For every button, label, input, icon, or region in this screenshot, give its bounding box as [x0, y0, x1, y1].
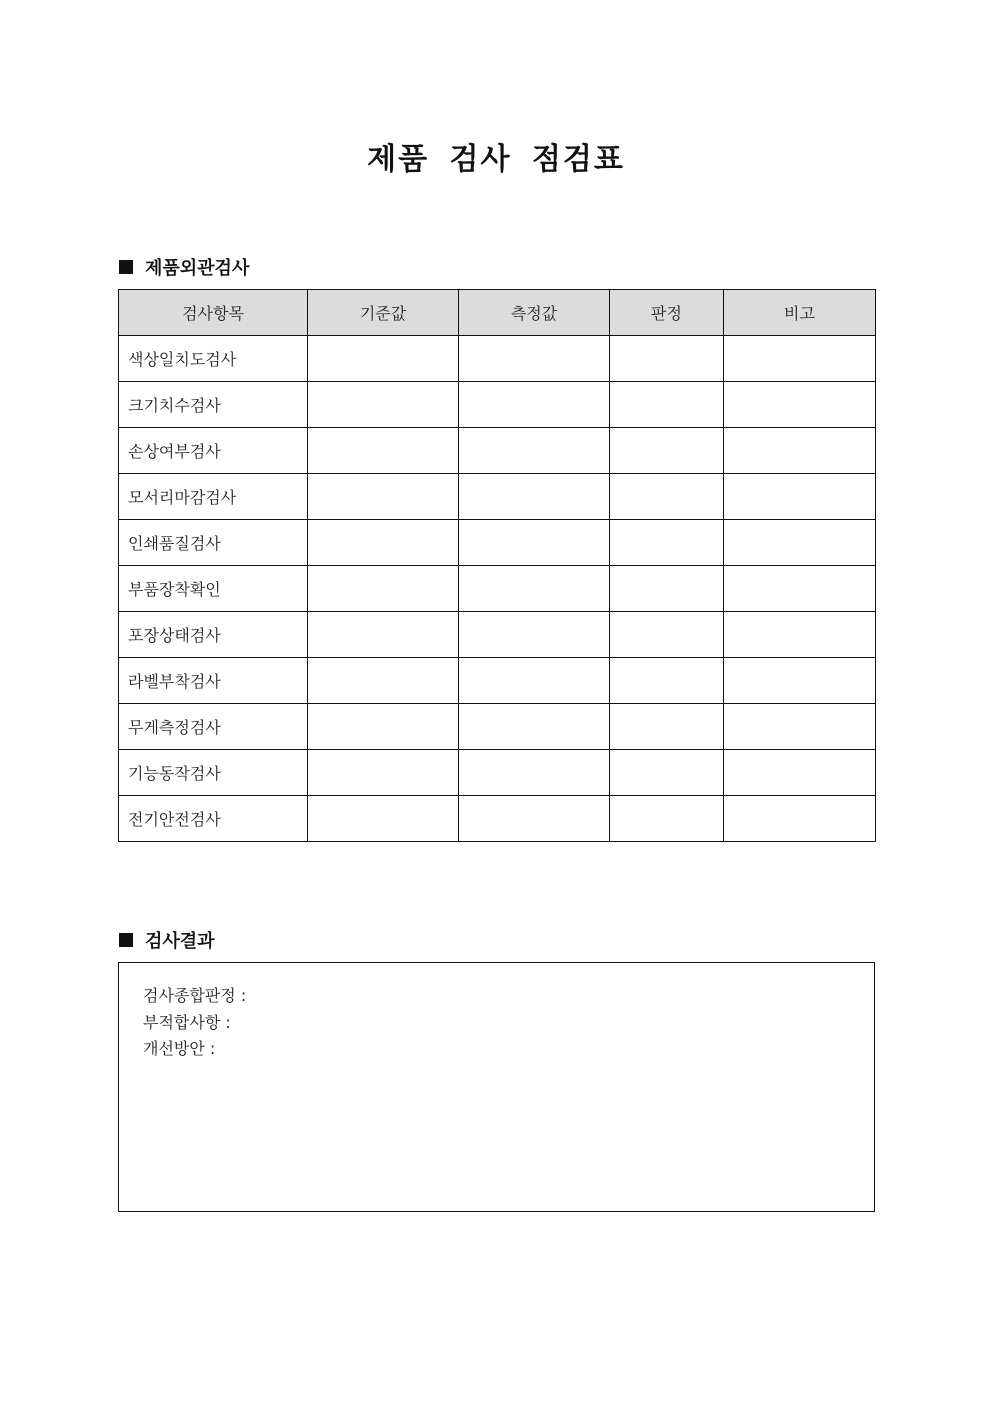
table-row: [119, 704, 876, 750]
remarks-cell[interactable]: [724, 336, 876, 382]
field-label: 검사종합판정 :: [143, 986, 247, 1005]
measured-cell[interactable]: [459, 658, 610, 704]
measured-cell[interactable]: [459, 796, 610, 842]
remarks-cell[interactable]: [724, 382, 876, 428]
field-label: 부적합사항 :: [143, 1013, 231, 1032]
section-heading-appearance: [119, 254, 249, 280]
table-row: [119, 428, 876, 474]
standard-cell[interactable]: [308, 750, 459, 796]
judgment-cell[interactable]: [610, 520, 724, 566]
inspection-item-cell: 전기안전검사: [119, 796, 308, 842]
judgment-cell[interactable]: [610, 704, 724, 750]
standard-cell[interactable]: [308, 520, 459, 566]
measured-cell[interactable]: [459, 474, 610, 520]
judgment-cell[interactable]: [610, 474, 724, 520]
overall-judgment-field[interactable]: [143, 983, 246, 1006]
judgment-cell[interactable]: [610, 612, 724, 658]
result-box[interactable]: [118, 962, 875, 1212]
table-row: [119, 612, 876, 658]
square-bullet-icon: [119, 933, 133, 947]
nonconformity-field[interactable]: [143, 1010, 231, 1033]
square-bullet-icon: [119, 260, 133, 274]
inspection-item-cell: 모서리마감검사: [119, 474, 308, 520]
inspection-item-cell: 부품장착확인: [119, 566, 308, 612]
table-row: [119, 382, 876, 428]
section-heading-label: 검사결과: [145, 931, 215, 952]
remarks-cell[interactable]: [724, 750, 876, 796]
judgment-cell[interactable]: [610, 658, 724, 704]
judgment-cell[interactable]: [610, 796, 724, 842]
judgment-cell[interactable]: [610, 336, 724, 382]
inspection-item-cell: 색상일치도검사: [119, 336, 308, 382]
measured-cell[interactable]: [459, 382, 610, 428]
remarks-cell[interactable]: [724, 796, 876, 842]
table-row: [119, 520, 876, 566]
remarks-cell[interactable]: [724, 658, 876, 704]
table-row: [119, 658, 876, 704]
measured-cell[interactable]: [459, 336, 610, 382]
section-heading-result: [119, 927, 215, 953]
judgment-cell[interactable]: [610, 428, 724, 474]
measured-cell[interactable]: [459, 566, 610, 612]
table-row: [119, 750, 876, 796]
judgment-cell[interactable]: [610, 382, 724, 428]
standard-cell[interactable]: [308, 566, 459, 612]
inspection-item-cell: 무게측정검사: [119, 704, 308, 750]
standard-cell[interactable]: [308, 336, 459, 382]
table-row: [119, 566, 876, 612]
inspection-item-cell: 기능동작검사: [119, 750, 308, 796]
remarks-cell[interactable]: [724, 520, 876, 566]
column-header-remarks: 비고: [724, 290, 876, 336]
remarks-cell[interactable]: [724, 704, 876, 750]
standard-cell[interactable]: [308, 382, 459, 428]
standard-cell[interactable]: [308, 474, 459, 520]
measured-cell[interactable]: [459, 704, 610, 750]
improvement-plan-field[interactable]: [143, 1036, 215, 1059]
remarks-cell[interactable]: [724, 566, 876, 612]
standard-cell[interactable]: [308, 612, 459, 658]
inspection-item-cell: 크기치수검사: [119, 382, 308, 428]
measured-cell[interactable]: [459, 750, 610, 796]
section-heading-label: 제품외관검사: [145, 258, 250, 279]
measured-cell[interactable]: [459, 612, 610, 658]
standard-cell[interactable]: [308, 704, 459, 750]
column-header-judgment: 판정: [610, 290, 724, 336]
table-row: [119, 796, 876, 842]
inspection-item-cell: 인쇄품질검사: [119, 520, 308, 566]
standard-cell[interactable]: [308, 658, 459, 704]
measured-cell[interactable]: [459, 428, 610, 474]
remarks-cell[interactable]: [724, 474, 876, 520]
measured-cell[interactable]: [459, 520, 610, 566]
table-header-row: [119, 290, 876, 336]
inspection-table: [118, 289, 876, 842]
field-label: 개선방안 :: [143, 1039, 216, 1058]
inspection-item-cell: 손상여부검사: [119, 428, 308, 474]
column-header-measured: 측정값: [459, 290, 610, 336]
inspection-item-cell: 포장상태검사: [119, 612, 308, 658]
document-title: 제품 검사 점검표: [367, 142, 625, 177]
table-row: [119, 336, 876, 382]
standard-cell[interactable]: [308, 428, 459, 474]
remarks-cell[interactable]: [724, 428, 876, 474]
table-row: [119, 474, 876, 520]
remarks-cell[interactable]: [724, 612, 876, 658]
judgment-cell[interactable]: [610, 566, 724, 612]
judgment-cell[interactable]: [610, 750, 724, 796]
column-header-standard: 기준값: [308, 290, 459, 336]
standard-cell[interactable]: [308, 796, 459, 842]
inspection-item-cell: 라벨부착검사: [119, 658, 308, 704]
column-header-item: 검사항목: [119, 290, 308, 336]
